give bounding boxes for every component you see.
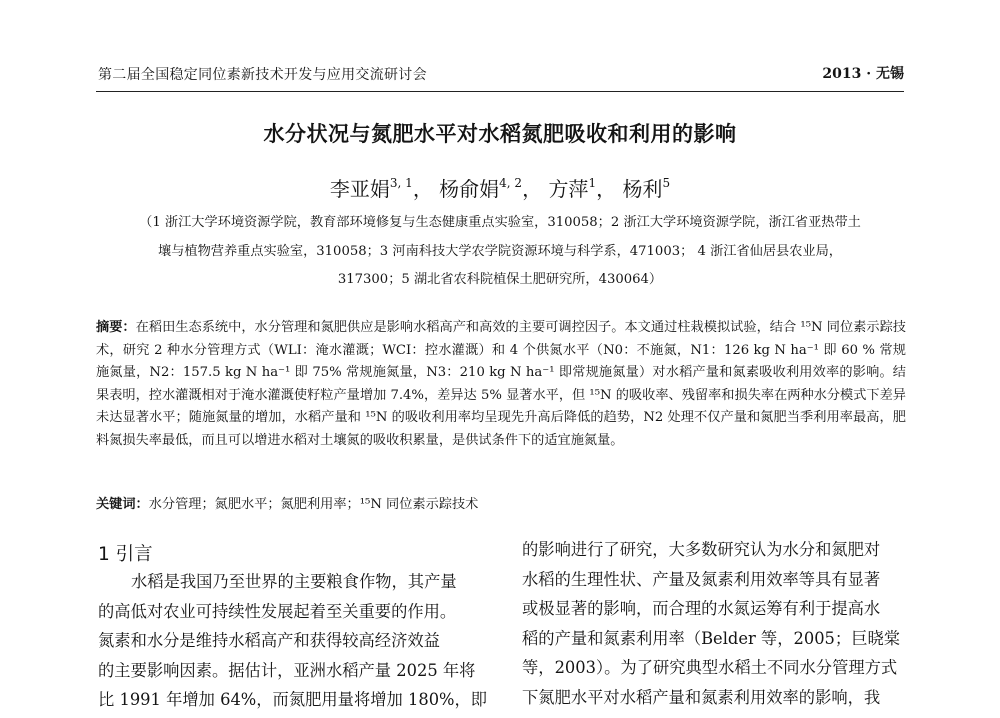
body-text-line: 比 1991 年增加 64%，而氮肥用量将增加 180%，即: [98, 690, 488, 709]
author-list: [0, 173, 1000, 202]
abstract-text: 在稻田生态系统中，水分管理和氮肥供应是影响水稻高产和高效的主要可调控因子。本文通过柱栽模拟试验，结合 ¹⁵N 同位素示踪技术，研究 2 种水分管理方式（WLI：淹水灌溉；WCI：控水灌溉）和 4 个供氮水平（N0：不施氮，N1：126 kg N ha⁻¹ 即 60 % 常规施氮量，N2：157.5 kg N ha⁻¹ 即 75% 常规施氮量，N3：210 kg N ha⁻¹ 即常规施氮量）对水稻产量和氮素吸收利用效率的影响。结果表明，控水灌溉相对于淹水灌溉使籽粒产量增加 7.4%，差异达 5% 显著水平，但 ¹⁵N 的吸收率、残留率和损失率在两种水分模式下差异未达显著水平；随施氮量的增加，水稻产量和 ¹⁵N 的吸收利用率均呈现先升高后降低的趋势，N2 处理不仅产量和氮肥当季利用率最高，肥料氮损失率最低，而且可以增进水稻对土壤氮的吸收积累量，是供试条件下的适宜施氮量。: [96, 320, 906, 448]
body-column-left: [98, 567, 488, 715]
author-name: 杨利: [622, 177, 663, 201]
header-divider: [96, 91, 904, 92]
author-affiliation-mark: 4, 2: [499, 176, 523, 190]
body-text-line: 的影响进行了研究，大多数研究认为水分和氮肥对: [522, 540, 881, 559]
running-header-conference: 第二届全国稳定同位素新技术开发与应用交流研讨会: [98, 67, 427, 83]
abstract-label: 摘要：: [96, 320, 136, 335]
keywords-label: 关键词：: [96, 497, 149, 512]
author-separator: ，: [412, 177, 433, 201]
body-text-line: 水稻是我国乃至世界的主要粮食作物，其产量: [131, 572, 457, 591]
affiliation-line: 壤与植物营养重点实验室，310058；3 河南科技大学农学院资源环境与科学系，471003； 4 浙江省仙居县农业局，: [158, 244, 842, 259]
author-name: 杨俞娟: [439, 177, 500, 201]
body-text-line: 稻的产量和氮素利用率（Belder 等，2005；巨晓棠: [522, 628, 901, 648]
author-separator: ，: [596, 177, 617, 201]
keywords-text: 水分管理；氮肥水平；氮肥利用率；¹⁵N 同位素示踪技术: [148, 497, 479, 512]
keywords: [96, 493, 906, 512]
body-text-line: 的主要影响因素。据估计，亚洲水稻产量 2025 年将: [98, 660, 476, 680]
paper-title: 水分状况与氮肥水平对水稻氮肥吸收和利用的影响: [263, 122, 737, 146]
body-text-line: 的高低对农业可持续性发展起着至关重要的作用。: [98, 601, 457, 621]
body-text-line: 水稻的生理性状、产量及氮素利用效率等具有显著: [522, 569, 881, 589]
section-heading: 1 引言: [98, 544, 153, 565]
body-column-right: [522, 535, 908, 712]
body-text-line: 或极显著的影响，而合理的水氮运筹有利于提高水: [522, 599, 881, 618]
body-text-line: 氮素和水分是维持水稻高产和获得较高经济效益: [98, 631, 440, 650]
author-affiliation-mark: 3, 1: [389, 176, 413, 190]
affiliation-line: （1 浙江大学环境资源学院，教育部环境修复与生态健康重点实验室，310058；2 浙江大学环境资源学院，浙江省亚热带土: [139, 215, 861, 230]
author-name: 方萍: [548, 177, 589, 201]
body-text-line: 等，2003）。为了研究典型水稻土不同水分管理方式: [522, 658, 898, 677]
author-name: 李亚娟: [329, 177, 390, 201]
author-affiliation-mark: 1: [588, 176, 597, 190]
affiliation-line: 317300；5 湖北省农科院植保土肥研究所，430064）: [337, 272, 663, 287]
author-affiliation-mark: 5: [662, 176, 671, 190]
author-separator: ，: [522, 177, 543, 201]
body-text-line: 下氮肥水平对水稻产量和氮素利用效率的影响，我: [522, 687, 881, 707]
abstract: [96, 317, 906, 452]
running-header-year-place: 2013 · 无锡: [822, 66, 904, 82]
